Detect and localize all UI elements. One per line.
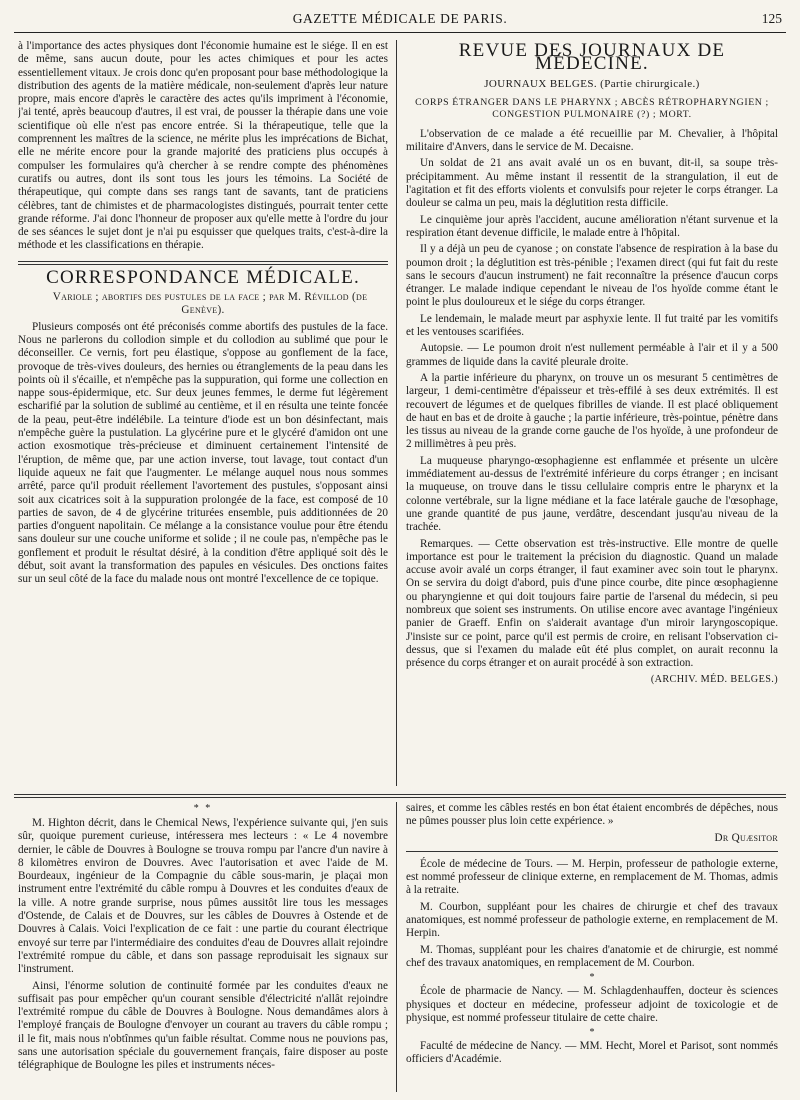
paragraph: Un soldat de 21 ans avait avalé un os en buvant, dit-il, sa soupe très-précipitamment. Au même instant il ressentit de la strangulation, il eut de l'agitation et fit des efforts violents et convulsifs pour rejeter le corps étranger. La douleur se calma un peu, mais la déglutition resta difficile.: [406, 157, 778, 210]
revue-title: REVUE DES JOURNAUX DE MÉDECINE.: [458, 40, 726, 75]
top-right-column: [406, 40, 778, 790]
paragraph: École de médecine de Tours. — M. Herpin, professeur de pathologie externe, est nommé professeur de clinique externe, en remplacement de M. Thomas, admis à la retraite.: [406, 857, 778, 897]
paragraph: A la partie inférieure du pharynx, on trouve un os mesurant 5 centimètres de largeur, 1 demi-centimètre d'épaisseur et très-effilé à ses deux extrémités. Il est recouvert de légumes et de quelques fibrilles de viande. Il est placé obliquement de haut en bas et de droite à gauche ; la partie inférieure, très-pointue, pénètre dans les tissus au niveau de la grande corne gauche de l'os hyoïde, à une profondeur de 2 millimètres à peu près.: [406, 371, 778, 451]
bottom-right-column: [406, 802, 778, 1094]
signature: Dr Quæsitor: [714, 831, 778, 844]
revue-subtitle: JOURNAUX BELGES. (Partie chirurgicale.): [484, 77, 700, 90]
paragraph: École de pharmacie de Nancy. — M. Schlagdenhauffen, docteur ès sciences physiques et docteur en médecine, professeur adjoint de toxicologie et de physique, est nommé professeur titulaire de cette chaire.: [406, 985, 778, 1024]
journal-title: GAZETTE MÉDICALE DE PARIS.: [292, 11, 508, 26]
separator-stars: *: [589, 1027, 595, 1039]
page-divider: [14, 794, 786, 798]
paragraph: Remarques. — Cette observation est très-instructive. Elle montre de quelle importance est pour le traitement la précision du diagnostic. Quand un malade accuse avoir avalé un corps étranger, il faut examiner avec soin tout le pharynx. On se servira du doigt d'abord, puis d'une pince courbe, dite pince œsophagienne ou pharyngienne et qui doit toujours faire partie de l'arsenal du médecin, si peu nombreux que soient ses instruments. On utilise encore avec avantage l'ingénieux panier de Graeff. Enfin on s'aiderait avantage d'un miroir laryngoscopique. J'insiste sur ce point, parce qu'il est permis de croire, en relisant l'observation ci-dessus, que si l'examen du malade eût été plus complet, on aurait reconnu la présence du corps étranger et on aurait procédé à son extraction.: [406, 537, 778, 670]
paragraph: Autopsie. — Le poumon droit n'est nullement perméable à l'air et il y a 500 grammes de liquide dans la cavité pleurale droite.: [406, 342, 778, 368]
paragraph: M. Highton décrit, dans le Chemical News, l'expérience suivante qui, j'en suis sûr, quoique purement curieuse, intéressera mes lecteurs : « Le 4 novembre dernier, le câble de Douvres à Boulogne se trouva rompu par l'ancre d'un navire à 8 kilomètres environ de Douvres. Avec l'autorisation et avec l'aide de M. Bourdeaux, ingénieur de la Compagnie du câble sous-marin, je plaçai mon instrument entre l'extrémité du câble rompu à Douvres et les conduites d'eaux de la ville. A notre grande surprise, nous pûmes aussitôt lire tous les messages d'Ostende, de Calais et de Douvres, sur les câbles de Douvres à Ostende et de Douvres à Calais. Voici l'explication de ce fait : une partie du courant électrique envoyé sur terre par l'intermédiaire des conduites d'eau de Douvres allait rejoindre l'extrémité rompue du câble, et dans son passage reproduisait les signaux sur l'instrument.: [18, 817, 388, 976]
paragraph: Le lendemain, le malade meurt par asphyxie lente. Il fut traité par les vomitifs et les ventouses scarifiées.: [406, 312, 778, 339]
page-number: 125: [761, 11, 782, 26]
paragraph: Faculté de médecine de Nancy. — MM. Hecht, Morel et Parisot, sont nommés officiers d'Académie.: [406, 1040, 778, 1066]
paragraph: M. Courbon, suppléant pour les chaires de chirurgie et chef des travaux anatomiques, est nommé professeur de pathologie externe, en remplacement de M. Herpin.: [406, 900, 778, 940]
paragraph: Plusieurs composés ont été préconisés comme abortifs des pustules de la face. Nous ne parlerons du collodion simple et du collodion au sublimé que pour le déconseiller. Ce vernis, fort peu élastique, s'oppose au gonflement de la face, provoque de très-vives douleurs, des hernies ou étranglements de la peau dans les points où il s'écaille, et n'empêche pas la suppuration, qui forme une collection en nappe sous-épidermique, etc. Sur deux jeunes femmes, le derme fut légèrement escharifié par la solution de sublimé au centième, et il en résulta une teinte foncée de la peau, peut-être indélébile. La teinture d'iode est un bon désinfectant, mais n'empêche guère la pustulation. La glycérine pure et le glycéré d'amidon ont une action exosmotique très-précieuse et diminuent certainement l'intensité de l'éruption, de même que, par une action inverse, tout lavage, tout contact d'un liquide aqueux ne fait que l'augmenter. Le mélange auquel nous nous sommes arrêté, parce qu'il produit réellement l'avortement des pustules, s'opposant ainsi soit aux cicatrices soit à la suppuration prolongée de la face, est composé de 10 parties de savon, de 4 de glycérine triturées ensemble, puis additionnées de 20 parties d'onguent napolitain. Ce mélange a la consistance voulue pour être étendu sans douleur sur une couche uniforme et solide ; il ne coule pas, n'empêche pas le gonflement et produit le résultat désiré, à la condition d'être appliqué soit dès le début, soit avant la transformation des papules en vésicules. Des onctions faites sur un seul côté de la face du malade nous ont montré l'excellence de ce topique.: [18, 320, 388, 586]
short-divider: [406, 851, 778, 852]
paragraph: Ainsi, l'énorme solution de continuité formée par les conduites d'eaux ne suffisait pas pour empêcher qu'un courant sensible d'électricité n'allât rejoindre l'extrémité rompue du câble de Douvres à Boulogne. Nous demandâmes alors à l'employé français de Boulogne d'envoyer un courant au travers du câble rompu ; il le fit, mais nous n'obtînmes qu'un faible résultat. Comme nous ne pouvions pas, sans une autorisation spéciale du gouvernement français, faire disposer au poste télégraphique de Boulogne les piles et instruments néces-: [18, 979, 388, 1072]
article-heading: CORPS ÉTRANGER DANS LE PHARYNX ; ABCÈS RÉTROPHARYNGIEN ; CONGESTION PULMONAIRE (?) ; MORT.: [415, 96, 769, 120]
correspondance-title: CORRESPONDANCE MÉDICALE.: [46, 266, 360, 288]
top-left-column: [18, 40, 388, 790]
separator-stars: * *: [193, 803, 213, 814]
column-rule: [396, 40, 397, 786]
running-head: [14, 10, 786, 33]
paragraph: Il y a déjà un peu de cyanose ; on constate l'absence de respiration à la base du poumon droit ; la déglutition est très-pénible ; l'examen direct (qui fut fait du reste sans le secours d'aucun instrument) ne fait reconnaître la présence d'aucun corps étranger. Le malade indique cependant le niveau de l'os hyoïde comme étant le point le plus douloureux et le siége du corps étranger.: [406, 243, 778, 309]
article-heading: Variole ; abortifs des pustules de la face ; par M. Révillod (de Genève).: [52, 291, 368, 317]
source-citation: (ARCHIV. MÉD. BELGES.): [650, 674, 778, 686]
separator-stars: *: [589, 972, 595, 984]
paragraph: saires, et comme les câbles restés en bon état étaient encombrés de dépêches, nous ne pûmes pousser plus loin cette expérience. »: [406, 802, 778, 828]
bottom-left-column: [18, 802, 388, 1094]
paragraph: L'observation de ce malade a été recueillie par M. Chevalier, à l'hôpital militaire d'Anvers, dans le service de M. Decaisne.: [406, 127, 778, 154]
paragraph: La muqueuse pharyngo-œsophagienne est enflammée et présente un ulcère immédiatement au-dessus de l'extrémité inférieure du corps étranger ; en incisant la muqueuse, on trouve dans le tissu cellulaire compris entre le pharynx et la colonne vertébrale, sur la ligne médiane et la face latérale gauche de l'œsophage, une grande quantité de pus jaune, verdâtre, descendant jusqu'au niveau de la trachée.: [406, 454, 778, 534]
paragraph: Le cinquième jour après l'accident, aucune amélioration n'étant survenue et la respiration étant devenue difficile, le malade entre à l'hôpital.: [406, 213, 778, 239]
column-rule: [396, 802, 397, 1092]
paragraph: M. Thomas, suppléant pour les chaires d'anatomie et de chirurgie, est nommé chef des travaux anatomiques, en remplacement de M. Courbon.: [406, 943, 778, 969]
section-divider: [18, 261, 388, 265]
paragraph: à l'importance des actes physiques dont l'économie humaine est le siége. Il en est de même, sans aucun doute, pour les actes chimiques et pour les actes essentiellement vitaux. Je crois donc qu'en proposant pour base méthodologique la distribution des agents de la matière médicale, non-seulement d'après leur nature propre, mais encore d'après le caractère des actes qu'ils impriment à l'économie, j'ai tenté, après beaucoup d'autres, il est vrai, de pousser la thérapie dans une voie scientifique où elle n'est pas encore entrée. Si la thérapeutique, telle que la comprennent les maîtres de la science, ne mérite plus les imprécations de Bichat, elle ne mérite encore pour la grande majorité des praticiens plus occupés à compulser les formulaires qu'à chercher à se rendre compte des phénomènes curatifs ou autres, dont ils sont tous les jours les témoins. La Société de thérapeutique, qui compte dans ses rangs tant de savants, tant de praticiens célèbres, tant de chimistes et de pharmacologistes distingués, pourrait tenter cette grande réforme. J'ai donc l'honneur de proposer aux qu'elle mette à l'ordre du jour de ses séances le sujet dont je n'ai pu esquisser que quelques traits, c'est-à-dire la méthode et les classifications en thérapie.: [18, 40, 388, 252]
